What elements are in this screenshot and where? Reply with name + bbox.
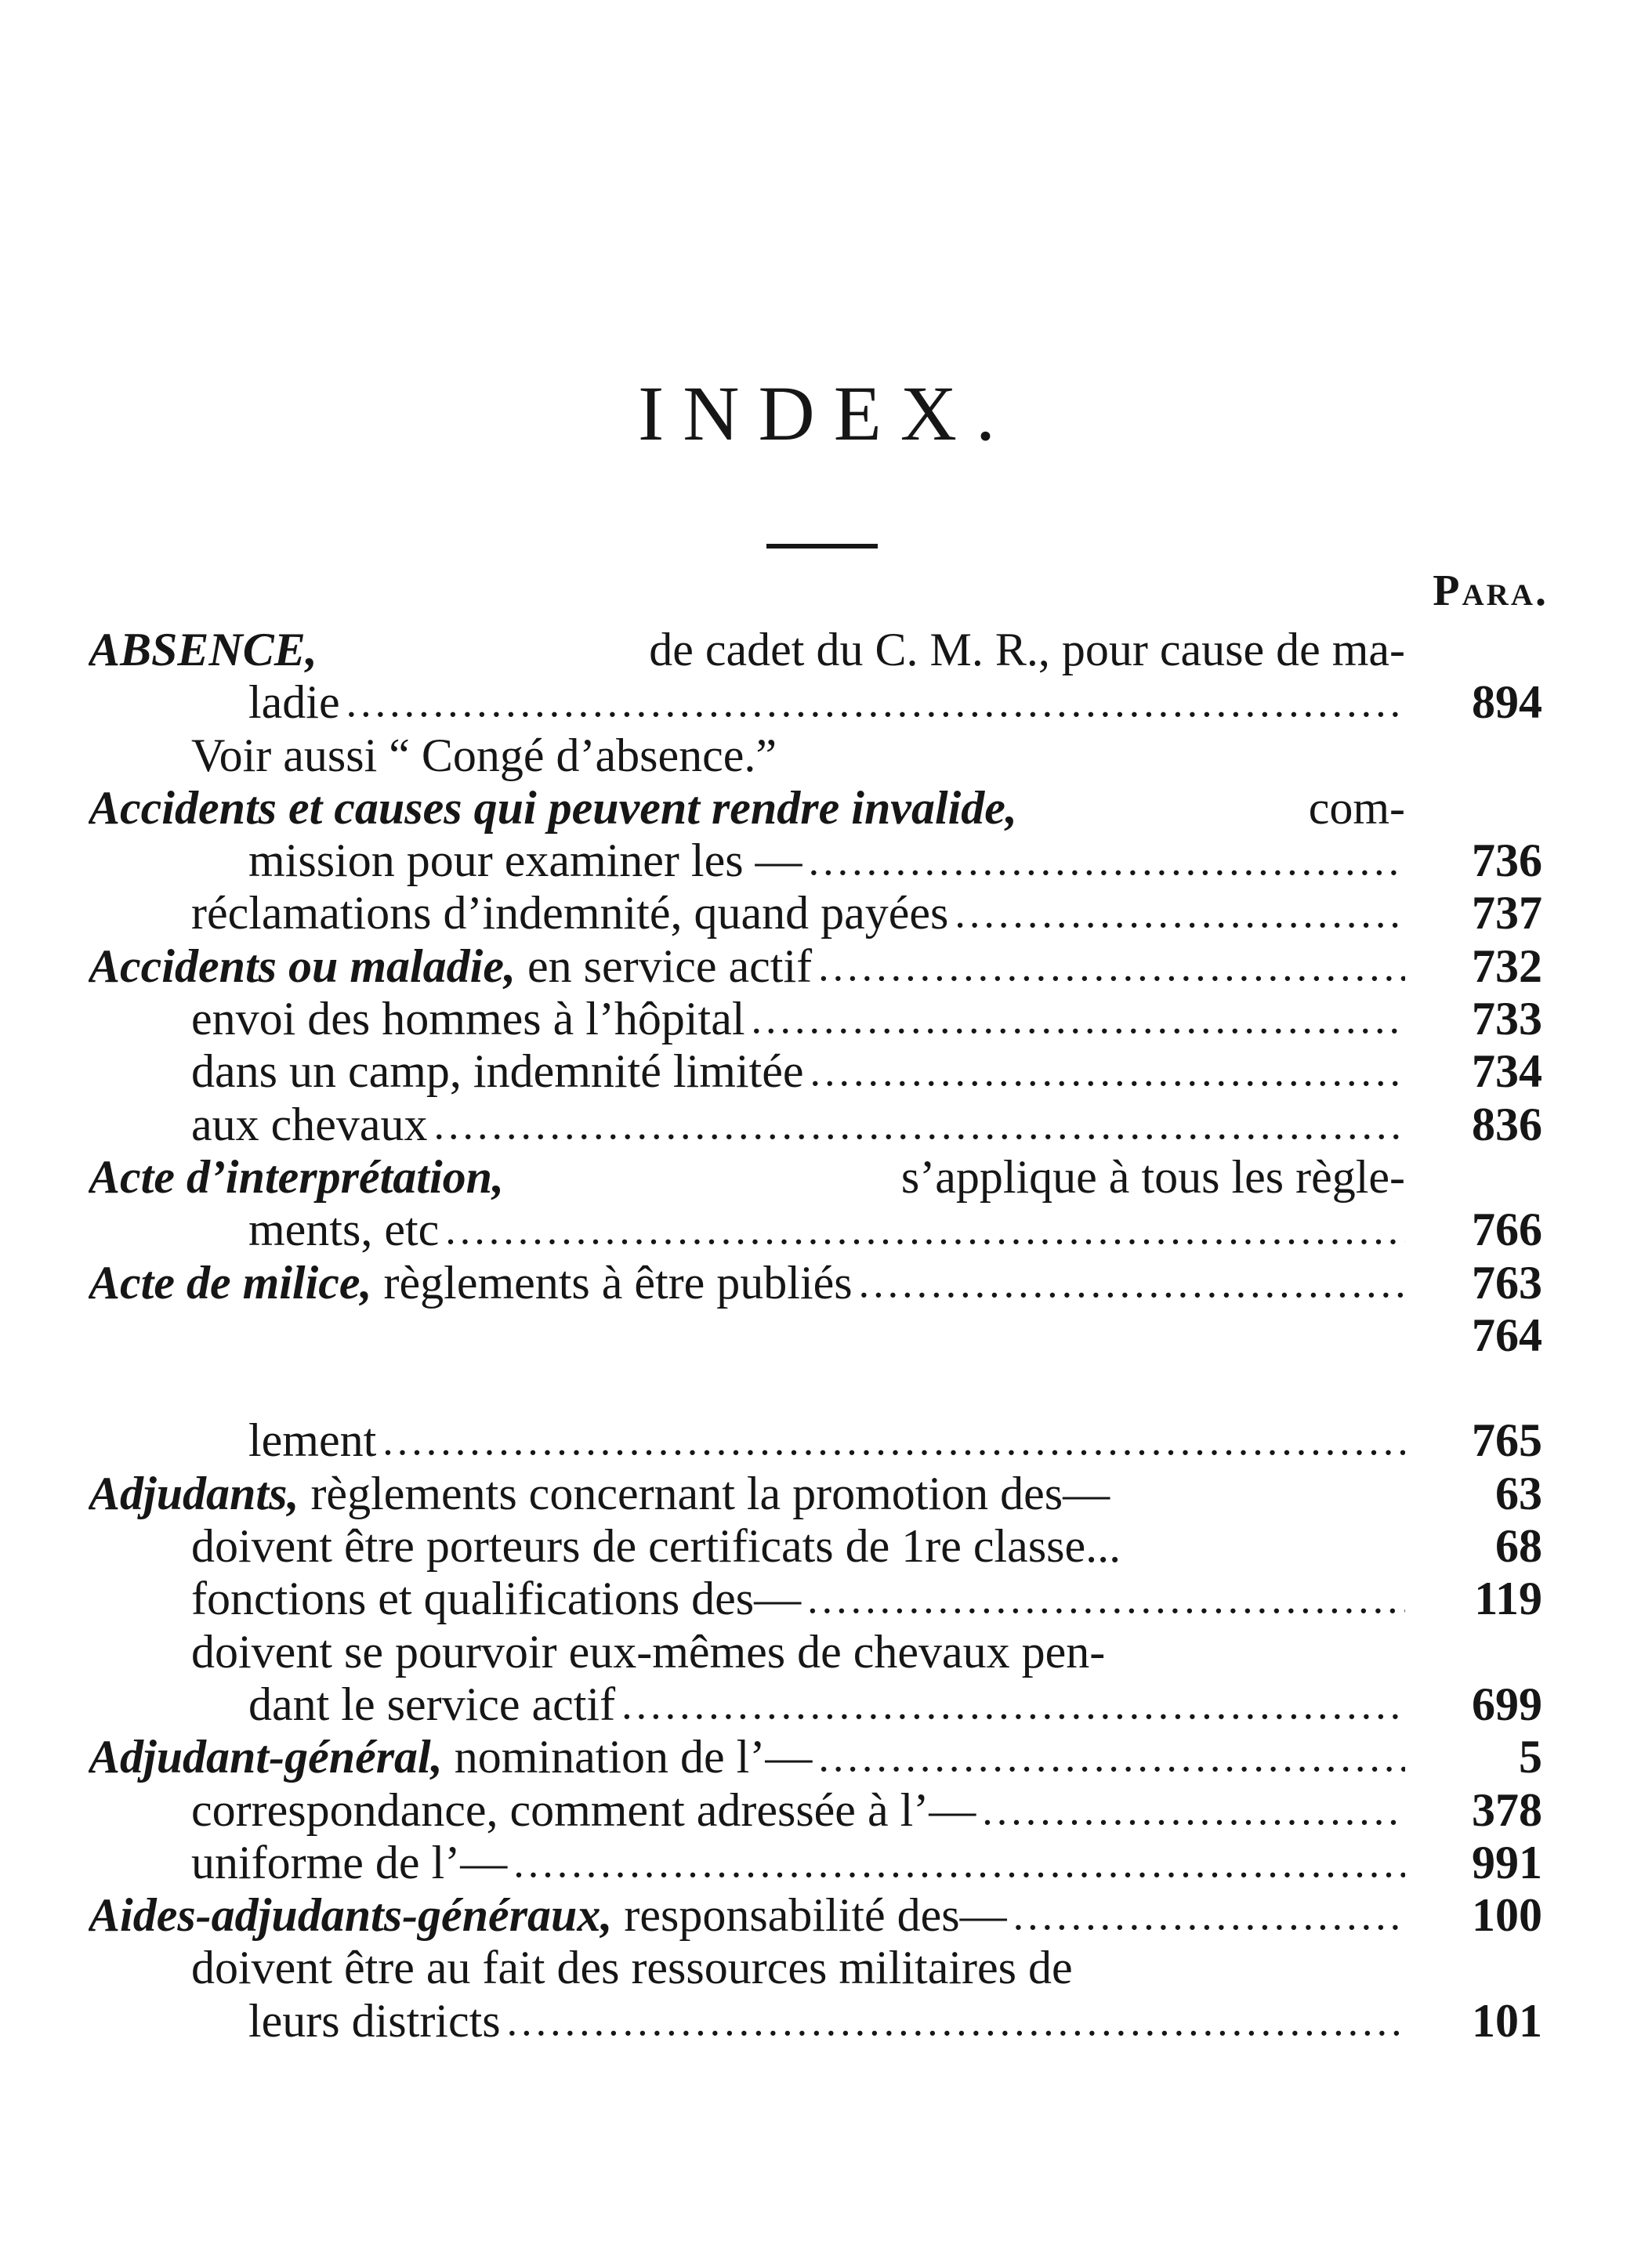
para-number: 378: [1472, 1783, 1542, 1836]
index-entries: [0, 624, 1652, 2047]
entry-keyword: Adjudants,: [89, 1467, 299, 1519]
para-number: 101: [1472, 1994, 1542, 2047]
dot-leader: [615, 1678, 1405, 1731]
para-number: 732: [1472, 940, 1542, 992]
dot-leader: [803, 1045, 1405, 1098]
entry-text: fonctions et qualifications des—: [191, 1573, 802, 1625]
para-number: 100: [1472, 1889, 1542, 1942]
entry-keyword: Accidents et causes qui peuvent rendre invalide,: [89, 781, 1017, 834]
index-line: [0, 1995, 1652, 2047]
para-number: 894: [1472, 676, 1542, 729]
entry-text: ladie: [248, 676, 340, 729]
para-number: 5: [1519, 1731, 1542, 1783]
entry-text: leurs districts: [248, 1994, 501, 2047]
para-number: 836: [1472, 1098, 1542, 1150]
dot-leader: [853, 1257, 1405, 1309]
para-number: 699: [1472, 1678, 1542, 1730]
entry-text: responsabilité des—: [624, 1889, 1007, 1942]
column-header-para: Para.: [1433, 567, 1549, 615]
para-number: 733: [1472, 993, 1542, 1045]
page-title: INDEX.: [637, 370, 1015, 457]
dot-leader: [376, 1414, 1405, 1467]
entry-text: uniforme de l’—: [191, 1836, 508, 1888]
para-number: 737: [1472, 887, 1542, 940]
entry-text: dans un camp, indemnité limitée: [191, 1045, 804, 1098]
entry-keyword: Accidents ou maladie,: [89, 940, 516, 992]
dot-leader: [340, 676, 1405, 729]
index-line: [0, 1784, 1652, 1837]
dot-leader: [812, 940, 1405, 993]
title-rule: [766, 544, 878, 549]
entry-keyword: Adjudant-général,: [89, 1731, 443, 1783]
index-line: [0, 887, 1652, 940]
entry-keyword: Acte de milice,: [89, 1256, 372, 1309]
entry-text: Voir aussi “ Congé d’absence.”: [191, 729, 777, 781]
index-line: [0, 676, 1652, 729]
index-line: [0, 1837, 1652, 1889]
entry-text: doivent être au fait des ressources militaires de: [191, 1942, 1073, 1994]
index-line: [0, 1942, 1652, 1994]
entry-text: dant le service actif: [248, 1678, 616, 1730]
index-line: [0, 835, 1652, 887]
entry-keyword: Aides-adjudants-généraux,: [89, 1889, 613, 1942]
entry-text: doivent se pourvoir eux-mêmes de chevaux pen-: [191, 1625, 1106, 1678]
entry-text: nomination de l’—: [454, 1731, 813, 1783]
entry-text: mission pour examiner les —: [248, 835, 802, 887]
entry-text: envoi des hommes à l’hôpital: [191, 993, 745, 1045]
para-number: 63: [1495, 1467, 1542, 1519]
index-line: [0, 1204, 1652, 1256]
dot-leader: [1007, 1889, 1405, 1942]
index-line: [0, 1257, 1652, 1309]
index-line: [0, 1731, 1652, 1783]
para-number: 991: [1472, 1836, 1542, 1888]
index-line: [0, 1414, 1652, 1467]
dot-leader: [802, 835, 1405, 887]
entry-text: règlements concernant la promotion des—: [310, 1467, 1110, 1519]
dot-leader: [507, 1837, 1405, 1889]
para-number: 764: [1472, 1309, 1542, 1361]
index-line: [0, 1678, 1652, 1731]
index-line: [0, 1889, 1652, 1942]
index-line: [0, 1045, 1652, 1098]
index-line: [0, 1573, 1652, 1625]
dot-leader: [812, 1731, 1405, 1783]
index-line: [0, 782, 1652, 835]
entry-text: lement: [248, 1414, 377, 1467]
dot-leader: [501, 1995, 1405, 2047]
entry-text: correspondance, comment adressée à l’—: [191, 1783, 976, 1836]
entry-text: en service actif: [527, 940, 813, 992]
index-line: [0, 1309, 1652, 1362]
index-line: [0, 1520, 1652, 1573]
entry-text: com-: [1308, 781, 1405, 834]
index-line: [0, 1626, 1652, 1678]
entry-text: aux chevaux: [191, 1098, 428, 1150]
index-line: [0, 1362, 1652, 1414]
entry-text: s’applique à tous les règle-: [900, 1150, 1405, 1203]
index-line: [0, 1468, 1652, 1520]
para-number: 766: [1472, 1204, 1542, 1256]
entry-keyword: Acte d’interprétation,: [89, 1150, 504, 1203]
para-number: 68: [1495, 1520, 1542, 1573]
para-number: 119: [1474, 1573, 1542, 1625]
dot-leader: [948, 887, 1405, 940]
entry-text: de cadet du C. M. R., pour cause de ma-: [649, 624, 1405, 675]
para-number: 736: [1472, 835, 1542, 887]
dot-leader: [976, 1784, 1405, 1837]
para-number: 734: [1472, 1045, 1542, 1098]
dot-leader: [745, 993, 1405, 1045]
para-number: 763: [1472, 1256, 1542, 1309]
index-line: [0, 624, 1652, 676]
entry-text: ments, etc: [248, 1204, 440, 1256]
entry-text: règlements à être publiés: [383, 1256, 853, 1309]
para-number: 765: [1472, 1414, 1542, 1467]
dot-leader: [428, 1099, 1405, 1151]
entry-text: doivent être porteurs de certificats de 1re classe...: [191, 1520, 1121, 1573]
index-line: [0, 1151, 1652, 1204]
entry-text: réclamations d’indemnité, quand payées: [191, 887, 949, 940]
entry-keyword: ABSENCE,: [89, 624, 317, 675]
dot-leader: [439, 1204, 1405, 1256]
index-line: [0, 1099, 1652, 1151]
index-line: [0, 940, 1652, 993]
index-line: [0, 730, 1652, 782]
index-line: [0, 993, 1652, 1045]
dot-leader: [801, 1573, 1405, 1625]
